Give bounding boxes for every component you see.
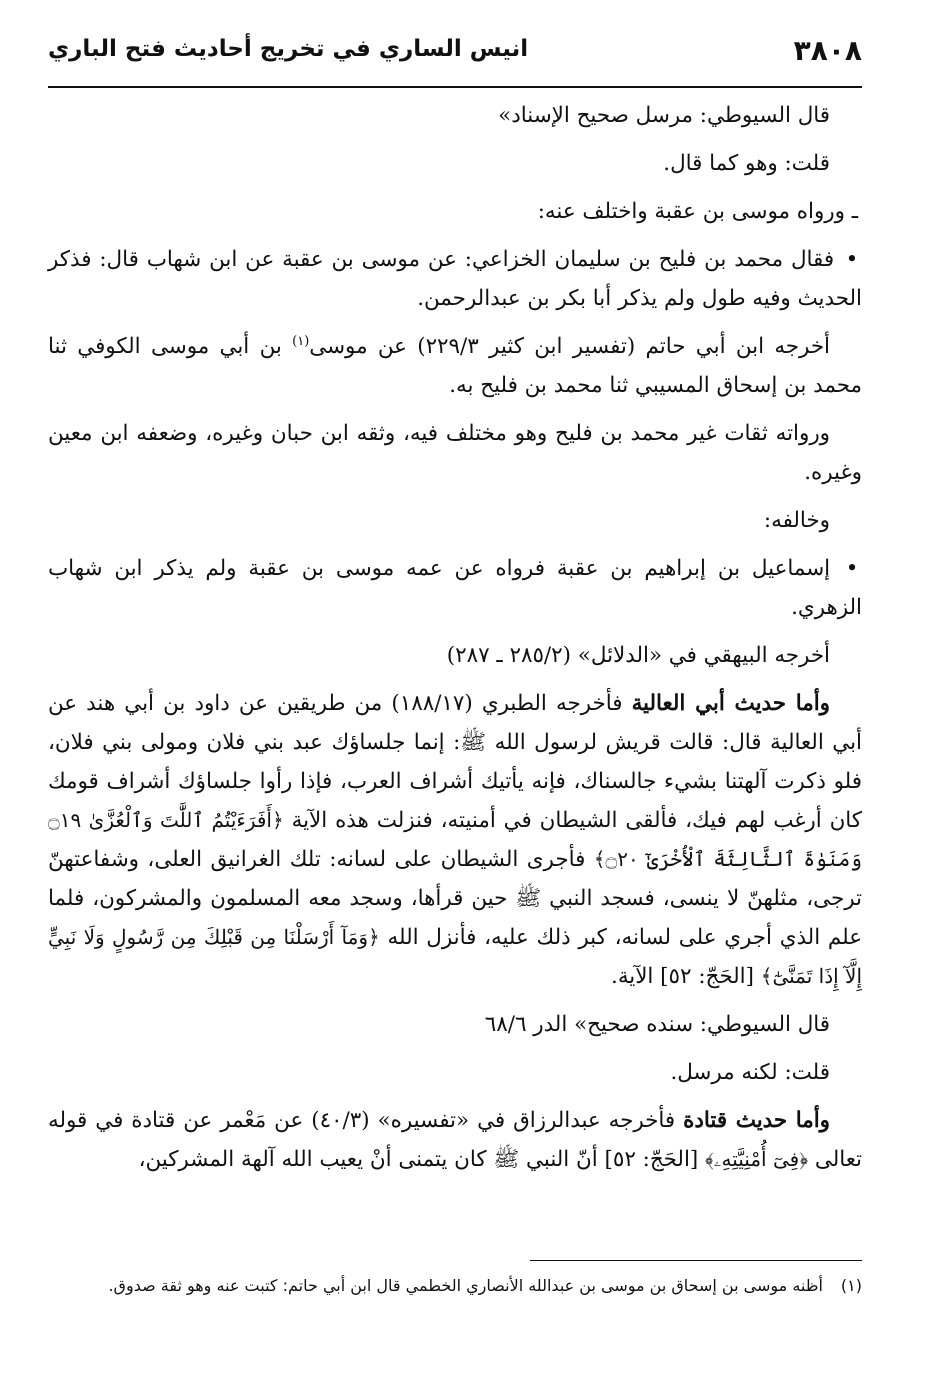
paragraph-text: أخرجه البيهقي في «الدلائل» (٢٨٥/٢ ـ ٢٨٧) [446,643,830,668]
quran-verse: ﴿وَمَآ أَرْسَلْنَا مِن قَبْلِكَ مِن رَّسُولٍ وَلَا نَبِيٍّ إِلَّآ إِذَا تَمَنَّىٰٓ﴾ [48,925,862,988]
paragraph [48,1053,862,1092]
paragraph-text: [الحَجّ: ٥٢] الآية. [611,964,761,989]
paragraph [48,636,862,675]
paragraph [48,684,862,996]
paragraph-text: فقال محمد بن فليح بن سليمان الخزاعي: عن موسى بن عقبة عن ابن شهاب قال: فذكر الحديث وفيه طول ولم يذكر أبا بكر بن عبدالرحمن. [48,247,862,311]
footnote-rule [530,1260,862,1261]
paragraph [48,96,862,135]
paragraph-text: قلت: وهو كما قال. [663,151,830,176]
paragraph-text: ـ ورواه موسى بن عقبة واختلف عنه: [537,199,858,224]
paragraph-text: قلت: لكنه مرسل. [670,1060,830,1085]
running-title: انيس الساري في تخريج أحاديث فتح الباري [48,36,529,62]
bullet-paragraph [48,549,862,627]
paragraph-text: [الحَجّ: ٥٢] أنّ النبي ﷺ كان يتمنى أنْ يعيب الله آلهة المشركين، [138,1147,706,1172]
quran-verse: ﴿فِىٓ أُمْنِيَّتِهِۦ﴾ [705,1147,809,1171]
bullet-icon: • [845,247,859,272]
paragraph [48,144,862,183]
paragraph-text: فأجرى الشيطان على لسانه: تلك الغرانيق العلى، وشفاعتهنّ ترجى، مثلهنّ لا ينسى، فسجد النبي ﷺ حين قرأها، وسجد معه المسلمون والمشركون، فلما علم الذي أجري على لسانه، كبر ذلك عليه، فأنزل الله [48,847,862,950]
footnote-mark: (١) [840,1276,862,1295]
footnote-text: أظنه موسى بن إسحاق بن موسى بن عبدالله الأنصاري الخطمي قال ابن أبي حاتم: كتبت عنه وهو ثقة صدوق. [108,1276,823,1295]
paragraph-text: إسماعيل بن إبراهيم بن عقبة فرواه عن عمه موسى بن عقبة ولم يذكر ابن شهاب الزهري. [48,556,862,620]
paragraph-text: فأخرجه عبدالرزاق في «تفسيره» (٤٠/٣) عن مَعْمر عن قتادة في قوله تعالى [48,1108,862,1172]
bullet-icon: • [845,556,859,581]
paragraph-text: أخرجه ابن أبي حاتم (تفسير ابن كثير ٢٢٩/٣) عن موسى [309,334,830,359]
paragraph-text: بن أبي موسى الكوفي ثنا محمد بن إسحاق المسيبي ثنا محمد بن فليح به. [48,334,862,398]
paragraph [48,192,862,231]
section-lead: وأما حديث قتادة [683,1108,830,1133]
header-rule [48,86,862,88]
paragraph-text: قال السيوطي: مرسل صحيح الإسناد» [498,103,830,128]
paragraph [48,327,862,405]
paragraph-text: فأخرجه الطبري (١٨٨/١٧) من طريقين عن داود بن أبي هند عن أبي العالية قال: قالت قريش لرسول الله ﷺ: إنما جلساؤك عبد بني فلان ومولى بني فلان، فلو ذكرت آلهتنا بشيء جالسناك، فإنه يأتيك أشراف العرب، فإذا رأوا جلساؤك أشراف قومك كان أرغب لهم فيك، فألقى الشيطان في أمنيته، فنزلت هذه الآية [48,691,862,833]
paragraph [48,1005,862,1044]
quran-verse: ﴿أَفَرَءَيْتُمُ ٱللَّٰتَ وَٱلْعُزَّىٰ ۝١٩ وَمَنَوٰةَ ٱلثَّالِثَةَ ٱلْأُخْرَىٰٓ ۝٢٠﴾ [48,808,862,871]
page-number: ٣٨٠٨ [793,34,862,67]
footnote-ref[interactable]: (١) [292,333,310,349]
main-text [48,96,862,1188]
paragraph [48,1101,862,1179]
paragraph-text: وخالفه: [763,508,830,533]
paragraph-text: قال السيوطي: سنده صحيح» الدر ٦٨/٦ [484,1012,830,1037]
bullet-paragraph [48,240,862,318]
paragraph [48,414,862,492]
footnote [48,1272,862,1300]
page-header [48,34,862,84]
paragraph [48,501,862,540]
section-lead: وأما حديث أبي العالية [631,691,830,716]
paragraph-text: ورواته ثقات غير محمد بن فليح وهو مختلف فيه، وثقه ابن حبان وغيره، وضعفه ابن معين وغيره. [48,421,862,485]
